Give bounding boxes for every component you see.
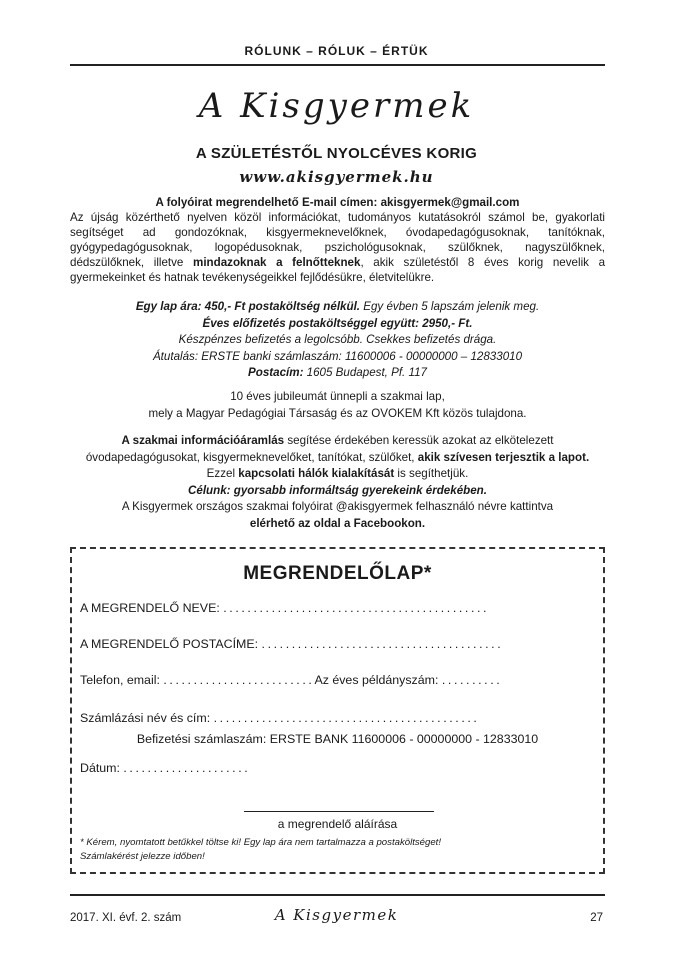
signature-line[interactable]: [244, 811, 434, 812]
jubilee-line-1: 10 éves jubileumát ünnepli a szakmai lap,: [230, 390, 445, 403]
address-field[interactable]: ........................................: [261, 637, 504, 651]
phone-field[interactable]: .........................: [163, 673, 315, 687]
intro-paragraph: [70, 210, 605, 285]
billing-field[interactable]: ............................................: [213, 711, 480, 725]
price-bold: Egy lap ára: 450,- Ft postaköltség nélkül.: [135, 300, 361, 313]
phone-label: Telefon, email:: [80, 673, 160, 687]
date-row[interactable]: [80, 761, 596, 775]
magazine-subtitle: A SZÜLETÉSTŐL NYOLCÉVES KORIG: [195, 145, 478, 162]
info-line-3: [70, 466, 605, 483]
footer-title: A Kisgyermek: [274, 906, 399, 924]
transfer-line: Átutalás: ERSTE banki számlaszám: 11600006 - 00000000 – 12833010: [152, 349, 523, 363]
contact-row[interactable]: [80, 673, 596, 687]
intro-text-1: Az újság közérthető nyelven közöl információkat, tudományos kutatásokról számol be, gyakorlati segítséget ad gondozóknak, kisgyermeknevelőknek, óvodapedagógusoknak, tanítóknak, gyógypedagógusoknak, logopédusoknak, pszichológusoknak, szülőknek, nagyszülőknek, dédszülőknek, illetve: [70, 211, 605, 269]
info-l2-rest: óvodapedagógusokat, kisgyermeknevelőket, tanítókat, szülőket,: [85, 450, 418, 464]
magazine-title: A Kisgyermek: [198, 86, 475, 126]
info-l3-post: is segíthetjük.: [394, 467, 469, 480]
info-l3-pre: Ezzel: [206, 467, 239, 480]
postal-value: 1605 Budapest, Pf. 117: [303, 366, 427, 379]
info-line-1: [70, 433, 605, 450]
page-number: 27: [590, 912, 603, 924]
jubilee-section: [70, 389, 605, 422]
name-label: A MEGRENDELŐ NEVE:: [80, 601, 220, 615]
price-line: [70, 299, 605, 316]
intro-text-2: , akik születéstől 8 éves korig nevelik a gyermekeinket és hatnak tevékenységeikkel fejlődésükre, életvitelükre.: [70, 256, 606, 284]
price-rest: Egy évben 5 lapszám jelenik meg.: [360, 300, 540, 313]
goal-line: Célunk: gyorsabb informáltság gyerekeink érdekében.: [188, 483, 487, 497]
footer-rule: [70, 894, 605, 896]
email-line: A folyóirat megrendelhető E-mail címen: akisgyermek@gmail.com: [155, 196, 520, 209]
signature-label: a megrendelő aláírása: [277, 817, 398, 831]
bank-account-line: Befizetési számlaszám: ERSTE BANK 11600006 - 00000000 - 12833010: [136, 732, 539, 746]
header-rule: [70, 64, 605, 66]
billing-row[interactable]: [80, 711, 596, 725]
order-form: [70, 547, 605, 874]
info-l2-bold: akik szívesen terjesztik a lapot.: [417, 450, 590, 464]
form-note-1: * Kérem, nyomtatott betűkkel töltse ki! Egy lap ára nem tartalmazza a postaköltséget!: [80, 837, 442, 848]
info-l1-rest: segítése érdekében keressük azokat az elkötelezett: [284, 434, 554, 447]
section-header: RÓLUNK – RÓLUK – ÉRTÜK: [244, 44, 429, 58]
jubilee-line-2: mely a Magyar Pedagógiai Társaság és az OVOKEM Kft közös tulajdona.: [148, 406, 527, 420]
facebook-line-2: elérhető az oldal a Facebookon.: [249, 516, 426, 530]
date-field[interactable]: .....................: [123, 761, 251, 775]
intro-text-bold: mindazoknak a felnőtteknek: [193, 256, 361, 269]
info-l1-bold: A szakmai információáramlás: [121, 434, 285, 447]
info-line-2: [70, 450, 605, 467]
issue-label: 2017. XI. évf. 2. szám: [70, 912, 182, 924]
facebook-line-1: A Kisgyermek országos szakmai folyóirat @akisgyermek felhasználó névre kattintva: [121, 500, 554, 513]
name-field[interactable]: ............................................: [223, 601, 490, 615]
billing-label: Számlázási név és cím:: [80, 711, 211, 725]
address-label: A MEGRENDELŐ POSTACÍME:: [80, 637, 259, 651]
date-label: Dátum:: [80, 761, 120, 775]
copies-field[interactable]: ..........: [441, 673, 503, 687]
info-section: [70, 433, 605, 532]
subscription-line: Éves előfizetés postaköltséggel együtt: 2950,- Ft.: [202, 316, 473, 330]
form-title: MEGRENDELŐLAP*: [243, 563, 432, 584]
name-row[interactable]: [80, 601, 596, 615]
postal-line: [70, 365, 605, 382]
copies-label: Az éves példányszám:: [314, 673, 439, 687]
postal-label: Postacím:: [248, 366, 304, 379]
website-link[interactable]: www.akisgyermek.hu: [239, 168, 434, 186]
intro-section: [70, 195, 605, 285]
payment-line: Készpénzes befizetés a legolcsóbb. Csekkes befizetés drága.: [178, 333, 497, 346]
info-l3-bold: kapcsolati hálók kialakítását: [238, 467, 395, 480]
address-row[interactable]: [80, 637, 596, 651]
form-note-2: Számlakérést jelezze időben!: [80, 851, 205, 862]
pricing-section: [70, 299, 605, 382]
